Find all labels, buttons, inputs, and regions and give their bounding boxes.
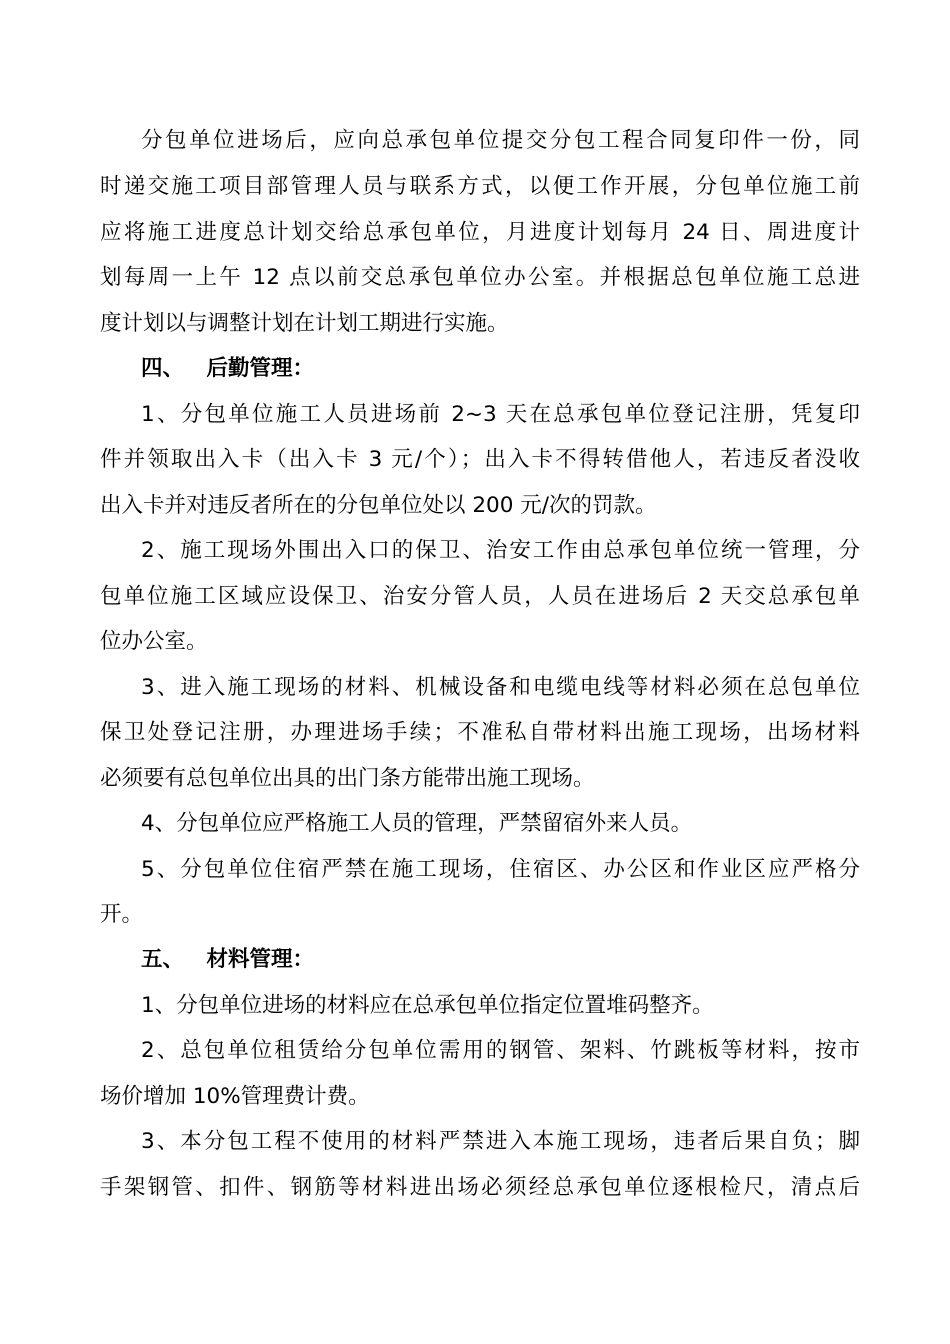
paragraph-line: 4、分包单位应严格施工人员的管理，严禁留宿外来人员。 [141, 811, 693, 836]
paragraph-line: 必须要有总包单位出具的出门条方能带出施工现场。 [100, 766, 595, 791]
paragraph-line: 3、本分包工程不使用的材料严禁进入本施工现场，违者后果自负；脚 [141, 1129, 860, 1154]
section-heading: 五、 材料管理： [141, 947, 314, 972]
paragraph-line: 5、分包单位住宿严禁在施工现场，住宿区、办公区和作业区应严格分 [141, 857, 860, 882]
paragraph-line: 位办公室。 [100, 629, 208, 654]
section-heading: 四、 后勤管理： [141, 356, 314, 381]
paragraph-line: 分包单位进场后，应向总承包单位提交分包工程合同复印件一份，同 [141, 128, 860, 153]
paragraph-line: 1、分包单位进场的材料应在总承包单位指定位置堆码整齐。 [141, 993, 714, 1018]
paragraph-line: 1、分包单位施工人员进场前 2~3 天在总承包单位登记注册，凭复印 [141, 402, 860, 427]
paragraph-line: 应将施工进度总计划交给总承包单位，月进度计划每月 24 日、周进度计 [100, 220, 860, 245]
paragraph-line: 开。 [100, 902, 144, 927]
paragraph-line: 时递交施工项目部管理人员与联系方式，以便工作开展，分包单位施工前 [100, 174, 860, 199]
paragraph-line: 3、进入施工现场的材料、机械设备和电缆电线等材料必须在总包单位 [141, 675, 860, 700]
paragraph-line: 度计划以与调整计划在计划工期进行实施。 [100, 311, 509, 336]
paragraph-line: 划每周一上午 12 点以前交总承包单位办公室。并根据总包单位施工总进 [100, 265, 860, 290]
paragraph-line: 保卫处登记注册，办理进场手续；不准私自带材料出施工现场，出场材料 [100, 720, 860, 745]
paragraph-line: 出入卡并对违反者所在的分包单位处以 200 元/次的罚款。 [100, 493, 657, 518]
paragraph-line: 2、施工现场外围出入口的保卫、治安工作由总承包单位统一管理，分 [141, 538, 860, 563]
paragraph-line: 手架钢管、扣件、钢筋等材料进出场必须经总承包单位逐根检尺，清点后 [100, 1175, 860, 1200]
paragraph-line: 件并领取出入卡（出入卡 3 元/个）；出入卡不得转借他人，若违反者没收 [100, 447, 860, 472]
paragraph-line: 2、总包单位租赁给分包单位需用的钢管、架料、竹跳板等材料，按市 [141, 1038, 860, 1063]
paragraph-line: 场价增加 10%管理费计费。 [100, 1084, 370, 1109]
paragraph-line: 包单位施工区域应设保卫、治安分管人员，人员在进场后 2 天交总承包单 [100, 584, 860, 609]
